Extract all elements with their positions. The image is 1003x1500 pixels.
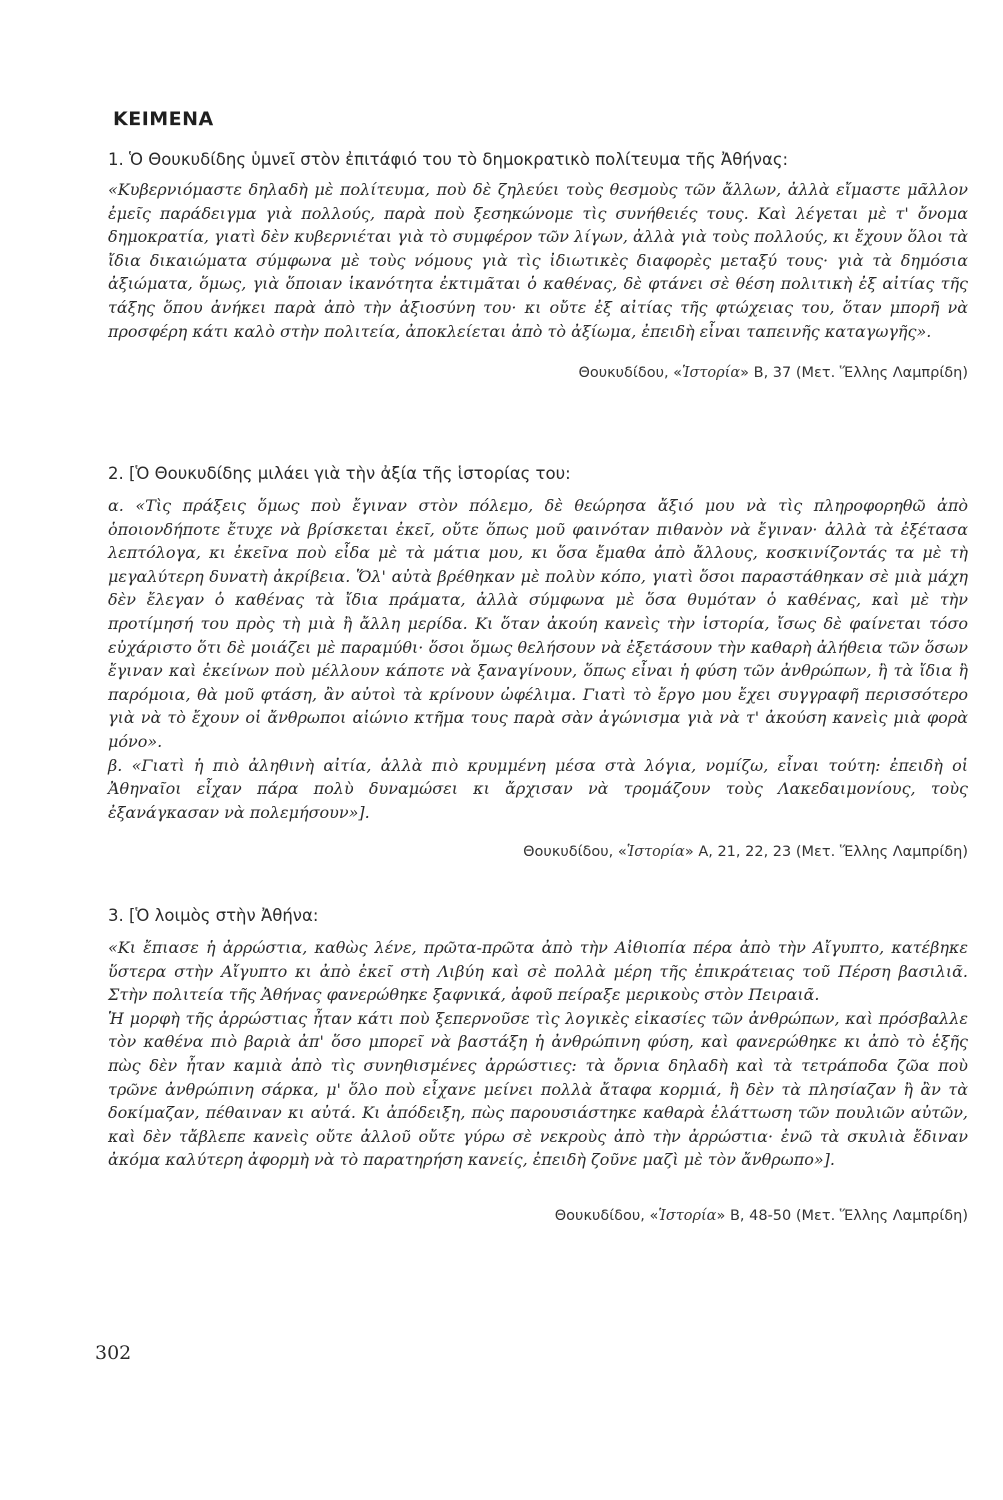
page-number: 302 xyxy=(95,1342,132,1364)
page-heading: ΚΕΙΜΕΝΑ xyxy=(113,108,214,130)
source-details: » Β, 37 (Μετ. Ἕλλης Λαμπρίδη) xyxy=(740,365,968,382)
section-3-intro: 3. [Ὁ λοιμὸς στὴν Ἀθήνα: xyxy=(108,906,319,925)
section-2 xyxy=(108,462,968,860)
section-3-source xyxy=(108,1208,968,1224)
section-3 xyxy=(108,904,968,1224)
section-1-intro: 1. Ὁ Θουκυδίδης ὑμνεῖ στὸν ἐπιτάφιό του τὸ δημοκρατικὸ πολίτευμα τῆς Ἀθήνας: xyxy=(108,150,789,169)
section-1-source xyxy=(108,365,968,381)
section-2-intro: 2. [Ὁ Θουκυδίδης μιλάει γιὰ τὴν ἀξία τῆς ἱστορίας του: xyxy=(108,464,571,483)
source-details: » Α, 21, 22, 23 (Μετ. Ἕλλης Λαμπρίδη) xyxy=(684,844,968,861)
source-author: Θουκυδίδου, « xyxy=(578,365,683,382)
section-3-quote-p1: «Κι ἔπιασε ἡ ἀρρώστια, καθὼς λένε, πρῶτα-πρῶτα ἀπὸ τὴν Αἰθιοπία πέρα ἀπὸ τὴν Αἴγυπτο, κατέβηκε ὕστερα στὴν Αἴγυπτο κι ἀπὸ ἐκεῖ στὴ Λιβύη καὶ σὲ πολλὰ μέρη τῆς ἐπικράτειας τοῦ Πέρση βασιλιᾶ. Στὴν πολιτεία τῆς Ἀθήνας φανερώθηκε ξαφνικά, ἀφοῦ πείραξε μερικοὺς στὸν Πειραιᾶ. xyxy=(108,938,968,1005)
section-3-quote-p2: Ἡ μορφὴ τῆς ἀρρώστιας ἦταν κάτι ποὺ ξεπερνοῦσε τὶς λογικὲς εἰκασίες τῶν ἀνθρώπων, καὶ πρόσβαλλε τὸν καθένα πιὸ βαριὰ ἀπ' ὅσο μπορεῖ νὰ βαστάξη ἡ ἀνθρώπινη φύση, καὶ φανερώθηκε κι ἀπὸ τὸ ἑξῆς πὼς δὲν ἦταν καμιὰ ἀπὸ τὶς συνηθισμένες ἀρρώστιες: τὰ ὄρνια δηλαδὴ καὶ τὰ τετράποδα ζῶα ποὺ τρῶνε ἀνθρώπινη σάρκα, μ' ὅλο ποὺ εἶχανε μείνει πολλὰ ἄταφα κορμιά, ἢ δὲν τὰ πλησίαζαν ἢ ἂν τὰ δοκίμαζαν, πέθαιναν κι αὐτά. Κι ἀπόδειξη, πὼς παρουσιάστηκε καθαρὰ ἐλάττωση τῶν πουλιῶν αὐτῶν, καὶ δὲν τἄβλεπε κανεὶς οὔτε ἀλλοῦ οὔτε γύρω σὲ νεκροὺς ἀπὸ τὴν ἀρρώστια· ἐνῶ τὰ σκυλιὰ ἔδιναν ἀκόμα καλύτερη ἀφορμὴ νὰ τὸ παρατηρήση κανείς, ἐπειδὴ ζοῦνε μαζὶ μὲ τὸν ἄνθρωπο»]. xyxy=(108,1008,968,1170)
source-author: Θουκυδίδου, « xyxy=(523,844,627,861)
section-2-quote-b: β. «Γιατὶ ἡ πιὸ ἀληθινὴ αἰτία, ἀλλὰ πιὸ κρυμμένη μέσα στὰ λόγια, νομίζω, εἶναι τούτη: ἐπειδὴ οἱ Ἀθηναῖοι εἶχαν πάρα πολὺ δυναμώσει κι ἄρχισαν νὰ τρομάζουν τοὺς Λακεδαιμονίους, τοὺς ἐξανάγκασαν νὰ πολεμήσουν»]. xyxy=(108,755,968,822)
section-1-quote: «Κυβερνιόμαστε δηλαδὴ μὲ πολίτευμα, ποὺ δὲ ζηλεύει τοὺς θεσμοὺς τῶν ἄλλων, ἀλλὰ εἴμαστε μᾶλλον ἐμεῖς παράδειγμα γιὰ πολλούς, παρὰ ποὺ ξεσηκώνομε τὶς συνήθειές τους. Καὶ λέγεται μὲ τ' ὄνομα δημοκρατία, γιατὶ δὲν κυβερνιέται γιὰ τὸ συμφέρον τῶν λίγων, ἀλλὰ γιὰ τοὺς πολλούς, κι ἔχουν ὅλοι τὰ ἴδια δικαιώματα σύμφωνα μὲ τοὺς νόμους γιὰ τὶς ἰδιωτικὲς διαφορὲς μεταξύ τους· γιὰ τὰ δημόσια ἀξιώματα, ὅμως, γιὰ ὅποιαν ἱκανότητα ἐκτιμᾶται ὁ καθένας, δὲ φτάνει σὲ θέση πολιτικὴ ἐξ αἰτίας τῆς τάξης ὅπου ἀνήκει παρὰ ἀπὸ τὴν ἀξιοσύνη του· κι οὔτε ἐξ αἰτίας τῆς φτώχειας του, ὅταν μπορῆ νὰ προσφέρη κάτι καλὸ στὴν πολιτεία, ἀποκλείεται ἀπὸ τὸ ἀξίωμα, ἐπειδὴ εἶναι ταπεινῆς καταγωγῆς». xyxy=(108,180,968,341)
section-2-source xyxy=(108,844,968,860)
source-title: Ἱστορία xyxy=(626,844,685,861)
source-title: Ἱστορία xyxy=(658,1207,717,1224)
source-author: Θουκυδίδου, « xyxy=(554,1207,659,1224)
section-2-quote-a: α. «Τὶς πράξεις ὅμως ποὺ ἔγιναν στὸν πόλεμο, δὲ θεώρησα ἄξιό μου νὰ τὶς πληροφορηθῶ ἀπὸ ὁποιονδήποτε ἔτυχε νὰ βρίσκεται ἐκεῖ, οὔτε ὅπως μοῦ φαινόταν πιθανὸν νὰ ἔγιναν· ἀλλὰ τὰ ἐξέτασα λεπτόλογα, κι ἐκεῖνα ποὺ εἶδα μὲ τὰ μάτια μου, κι ὅσα ἔμαθα ἀπὸ ἄλλους, κοσκινίζοντάς τα μὲ τὴ μεγαλύτερη δυνατὴ ἀκρίβεια. Ὅλ' αὐτὰ βρέθηκαν μὲ πολὺν κόπο, γιατὶ ὅσοι παραστάθηκαν σὲ μιὰ μάχη δὲν ἔλεγαν ὁ καθένας τὰ ἴδια πράματα, ἀλλὰ σύμφωνα μὲ ὅσα θυμόταν ὁ καθένας, καὶ μὲ τὴν προτίμησή του πρὸς τὴ μιὰ ἢ ἄλλη μερίδα. Κι ὅταν ἀκούη κανεὶς τὴν ἱστορία, ἴσως δὲ φαίνεται τόσο εὐχάριστο ὅτι δὲ μοιάζει μὲ παραμύθι· ὅσοι ὅμως θελήσουν νὰ ἐξετάσουν τὴν καθαρὴ ἀλήθεια τῶν ὅσων ἔγιναν καὶ ἐκείνων ποὺ μέλλουν κάποτε νὰ ξαναγίνουν, ὅπως εἶναι ἡ φύση τῶν ἀνθρώπων, ἢ τὰ ἴδια ἢ παρόμοια, θὰ μοῦ φτάση, ἂν αὐτοὶ τὰ κρίνουν ὠφέλιμα. Γιατὶ τὸ ἔργο μου ἔχει συγγραφῆ περισσότερο γιὰ νὰ τὸ ἔχουν οἱ ἄνθρωποι αἰώνιο κτῆμα τους παρὰ σὰν ἀγώνισμα γιὰ νὰ τ' ἀκούση κανεὶς μιὰ φορὰ μόνο». xyxy=(108,496,968,751)
section-1 xyxy=(108,148,968,381)
source-title: Ἱστορία xyxy=(682,365,741,382)
source-details: » Β, 48-50 (Μετ. Ἕλλης Λαμπρίδη) xyxy=(716,1207,968,1224)
